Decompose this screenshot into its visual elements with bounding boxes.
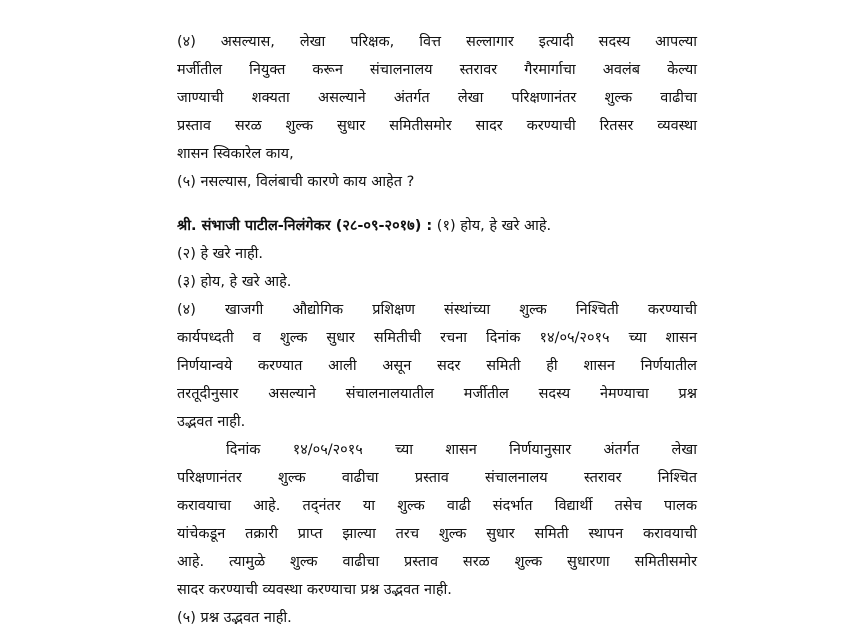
answer-line-4e: उद्भवत नाही.	[177, 414, 246, 430]
question-line-6: (५) नसल्यास, विलंबाची कारणे काय आहेत ?	[177, 174, 415, 190]
answer-line-3: (३) होय, हे खरे आहे.	[177, 274, 292, 290]
answer-line-4a: (४) खाजगी औद्योगिक प्रशिक्षण संस्थांच्या शुल्क निश्चिती करण्याची	[177, 302, 697, 318]
answer-header	[177, 212, 697, 240]
answer-line-para-2: परिक्षणानंतर शुल्क वाढीचा प्रस्ताव संचालनालय स्तरावर निश्चित	[177, 470, 697, 486]
question-line-4: प्रस्ताव सरळ शुल्क सुधार समितीसमोर सादर करण्याची रितसर व्यवस्था	[177, 118, 697, 134]
answer-line-para-1: दिनांक १४/०५/२०१५ च्या शासन निर्णयानुसार अंतर्गत लेखा	[226, 442, 697, 458]
question-line-2: मर्जीतील नियुक्त करून संचालनालय स्तरावर गैरमार्गाचा अवलंब केल्या	[177, 62, 697, 78]
answer-line-para-5: आहे. त्यामुळे शुल्क वाढीचा प्रस्ताव सरळ शुल्क सुधारणा समितीसमोर	[177, 554, 697, 570]
question-line-5: शासन स्विकारेल काय,	[177, 146, 294, 162]
question-line-1: (४) असल्यास, लेखा परिक्षक, वित्त सल्लागार इत्यादी सदस्य आपल्या	[177, 34, 697, 50]
answer-line-4d: तरतूदीनुसार असल्याने संचालनालयातील मर्जीतील सदस्य नेमण्याचा प्रश्न	[177, 386, 697, 402]
answer-line-para-4: यांचेकडून तक्रारी प्राप्त झाल्या तरच शुल्क सुधार समिती स्थापन करावयाची	[177, 526, 697, 542]
answer-reply-1: (१) होय, हे खरे आहे.	[432, 218, 552, 234]
answer-line-2: (२) हे खरे नाही.	[177, 246, 264, 262]
answer-line-4b: कार्यपध्दती व शुल्क सुधार समितीची रचना दिनांक १४/०५/२०१५ च्या शासन	[177, 330, 697, 346]
answer-line-para-6: सादर करण्याची व्यवस्था करण्याचा प्रश्न उद्भवत नाही.	[177, 582, 452, 598]
answer-line-4c: निर्णयान्वये करण्यात आली असून सदर समिती ही शासन निर्णयातील	[177, 358, 697, 374]
speaker-name: श्री. संभाजी पाटील-निलंगेकर (२८-०९-२०१७) :	[177, 218, 433, 234]
answer-line-para-3: करावयाचा आहे. तद्नंतर या शुल्क वाढी संदर्भात विद्यार्थी तसेच पालक	[177, 498, 697, 514]
question-line-3: जाण्याची शक्यता असल्याने अंतर्गत लेखा परिक्षणानंतर शुल्क वाढीचा	[177, 90, 697, 106]
answer-line-5: (५) प्रश्न उद्भवत नाही.	[177, 610, 292, 626]
